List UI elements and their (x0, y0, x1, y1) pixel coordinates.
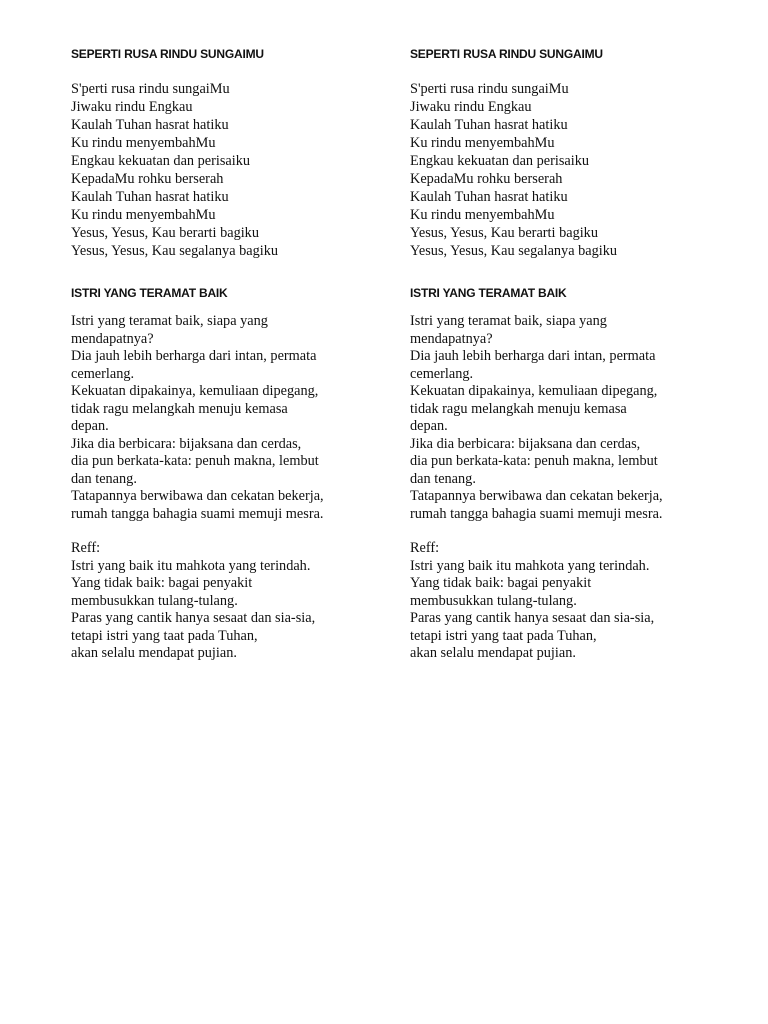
reff-label: Reff: (71, 540, 101, 556)
lyric-line: S'perti rusa rindu sungaiMu (410, 81, 569, 97)
lyric-line: tetapi istri yang taat pada Tuhan, (410, 627, 597, 644)
lyric-line: Kaulah Tuhan hasrat hatiku (410, 117, 568, 133)
lyric-line: Jika dia berbicara: bijaksana dan cerdas, (410, 435, 641, 452)
lyrics-column-left (71, 46, 361, 663)
lyric-line: KepadaMu rohku berserah (410, 171, 563, 187)
lyric-line: rumah tangga bahagia suami memuji mesra. (410, 505, 663, 522)
lyric-line: Yesus, Yesus, Kau berarti bagiku (71, 225, 259, 241)
song-title: SEPERTI RUSA RINDU SUNGAIMU (71, 47, 264, 61)
lyric-line: Yesus, Yesus, Kau segalanya bagiku (71, 243, 279, 259)
lyric-line: Ku rindu menyembahMu (410, 135, 555, 151)
stanza-spacer (71, 523, 361, 540)
lyric-line: Yang tidak baik: bagai penyakit (410, 575, 592, 591)
lyric-line: Istri yang teramat baik, siapa yang (410, 313, 607, 329)
lyric-line: Tatapannya berwibawa dan cekatan bekerja, (410, 488, 663, 504)
lyric-line: cemerlang. (410, 365, 474, 382)
song-reff (410, 540, 700, 663)
lyric-line: Jiwaku rindu Engkau (71, 99, 193, 115)
song-title: ISTRI YANG TERAMAT BAIK (410, 286, 567, 300)
lyric-line: Dia jauh lebih berharga dari intan, permata (410, 348, 656, 364)
lyric-line: Kaulah Tuhan hasrat hatiku (410, 189, 568, 205)
lyric-line: dia pun berkata-kata: penuh makna, lembut (410, 453, 658, 469)
stanza-spacer (410, 523, 700, 540)
song-title: SEPERTI RUSA RINDU SUNGAIMU (410, 47, 603, 61)
lyric-line: Ku rindu menyembahMu (71, 135, 216, 151)
lyric-line: Engkau kekuatan dan perisaiku (410, 153, 590, 169)
lyric-line: S'perti rusa rindu sungaiMu (71, 81, 230, 97)
lyric-line: dan tenang. (71, 470, 137, 487)
lyric-line: Jika dia berbicara: bijaksana dan cerdas, (71, 435, 302, 452)
lyric-line: akan selalu mendapat pujian. (71, 645, 237, 661)
lyric-line: dan tenang. (410, 470, 476, 487)
lyric-line: Ku rindu menyembahMu (71, 207, 216, 223)
lyric-line: membusukkan tulang-tulang. (71, 592, 238, 609)
lyric-line: Yesus, Yesus, Kau segalanya bagiku (410, 243, 618, 259)
lyric-line: rumah tangga bahagia suami memuji mesra. (71, 505, 324, 522)
song-verse (71, 313, 361, 523)
lyric-line: Kaulah Tuhan hasrat hatiku (71, 189, 229, 205)
lyric-line: Ku rindu menyembahMu (410, 207, 555, 223)
lyric-line: Istri yang teramat baik, siapa yang (71, 313, 268, 329)
lyric-line: Kekuatan dipakainya, kemuliaan dipegang, (410, 383, 658, 399)
lyric-line: Paras yang cantik hanya sesaat dan sia-sia, (71, 610, 316, 626)
lyric-line: Paras yang cantik hanya sesaat dan sia-sia, (410, 610, 655, 626)
lyric-line: mendapatnya? (410, 330, 493, 347)
lyric-line: mendapatnya? (71, 330, 154, 347)
lyric-line: Yang tidak baik: bagai penyakit (71, 575, 253, 591)
lyric-line: Engkau kekuatan dan perisaiku (71, 153, 251, 169)
lyric-line: Kaulah Tuhan hasrat hatiku (71, 117, 229, 133)
lyric-line: tidak ragu melangkah menuju kemasa (410, 400, 627, 417)
song-reff (71, 540, 361, 663)
lyric-line: tetapi istri yang taat pada Tuhan, (71, 627, 258, 644)
lyric-line: depan. (410, 418, 448, 434)
lyric-line: Dia jauh lebih berharga dari intan, permata (71, 348, 317, 364)
lyric-line: cemerlang. (71, 365, 135, 382)
song-lyrics (410, 80, 700, 260)
song-title: ISTRI YANG TERAMAT BAIK (71, 286, 228, 300)
lyric-line: Tatapannya berwibawa dan cekatan bekerja, (71, 488, 324, 504)
reff-label: Reff: (410, 540, 440, 556)
lyric-line: Istri yang baik itu mahkota yang terindah. (410, 557, 650, 574)
lyric-line: Istri yang baik itu mahkota yang terindah. (71, 557, 311, 574)
lyric-line: Yesus, Yesus, Kau berarti bagiku (410, 225, 598, 241)
lyrics-column-right (410, 46, 700, 663)
lyric-line: depan. (71, 418, 109, 434)
lyric-line: Kekuatan dipakainya, kemuliaan dipegang, (71, 383, 319, 399)
lyric-line: dia pun berkata-kata: penuh makna, lembut (71, 453, 319, 469)
song-lyrics (71, 80, 361, 260)
lyric-line: akan selalu mendapat pujian. (410, 645, 576, 661)
song-verse (410, 313, 700, 523)
lyric-line: membusukkan tulang-tulang. (410, 592, 577, 609)
lyric-line: KepadaMu rohku berserah (71, 171, 224, 187)
lyric-line: tidak ragu melangkah menuju kemasa (71, 400, 288, 417)
lyric-line: Jiwaku rindu Engkau (410, 99, 532, 115)
